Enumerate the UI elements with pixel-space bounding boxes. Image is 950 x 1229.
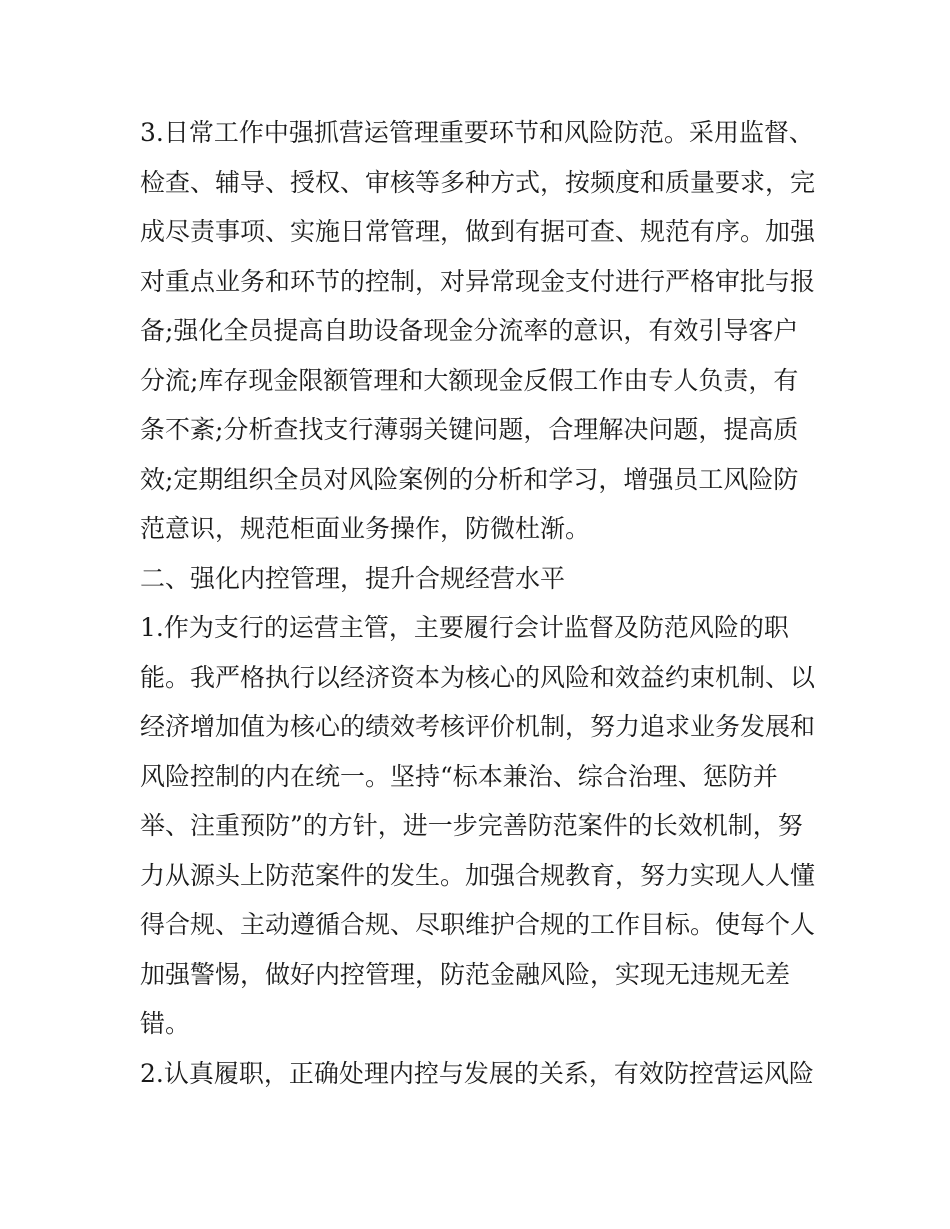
- text-line: 1.作为支行的运营主管，主要履行会计监督及防范风险的职: [140, 613, 789, 642]
- text-line: 成尽责事项、实施日常管理，做到有据可查、规范有序。加强: [140, 217, 816, 246]
- text-line: 错。: [140, 1009, 191, 1038]
- text-line: 举、注重预防”的方针，进一步完善防范案件的长效机制，努: [140, 811, 803, 840]
- text-line: 加强警惕，做好内控管理，防范金融风险，实现无违规无差: [140, 959, 791, 989]
- text-line: 效;定期组织全员对风险案例的分析和学习，增强员工风险防: [140, 464, 799, 494]
- text-line: 条不紊;分析查找支行薄弱关键问题，合理解决问题，提高质: [140, 415, 799, 444]
- text-line: 经济增加值为核心的绩效考核评价机制，努力追求业务发展和: [140, 712, 816, 741]
- text-line: 得合规、主动遵循合规、尽职维护合规的工作目标。使每个人: [140, 910, 816, 939]
- text-line: 2.认真履职，正确处理内控与发展的关系，有效防控营运风险: [140, 1058, 814, 1088]
- section-heading: 二、强化内控管理，提升合规经营水平: [140, 563, 566, 593]
- text-line: 力从源头上防范案件的发生。加强合规教育，努力实现人人懂: [140, 860, 816, 890]
- text-line: 对重点业务和环节的控制，对异常现金支付进行严格审批与报: [140, 266, 816, 296]
- text-line: 范意识，规范柜面业务操作，防微杜渐。: [140, 514, 591, 543]
- text-line: 风险控制的内在统一。坚持“标本兼治、综合治理、惩防并: [140, 761, 778, 791]
- document-body: [140, 108, 820, 1098]
- text-line: 备;强化全员提高自助设备现金分流率的意识，有效引导客户: [140, 316, 799, 345]
- text-line: 检查、辅导、授权、审核等多种方式，按频度和质量要求，完: [140, 167, 816, 197]
- text-line: 能。我严格执行以经济资本为核心的风险和效益约束机制、以: [140, 662, 816, 692]
- text-line: 分流;库存现金限额管理和大额现金反假工作由专人负责，有: [140, 365, 799, 395]
- text-line: 3.日常工作中强抓营运管理重要环节和风险防范。采用监督、: [140, 118, 814, 147]
